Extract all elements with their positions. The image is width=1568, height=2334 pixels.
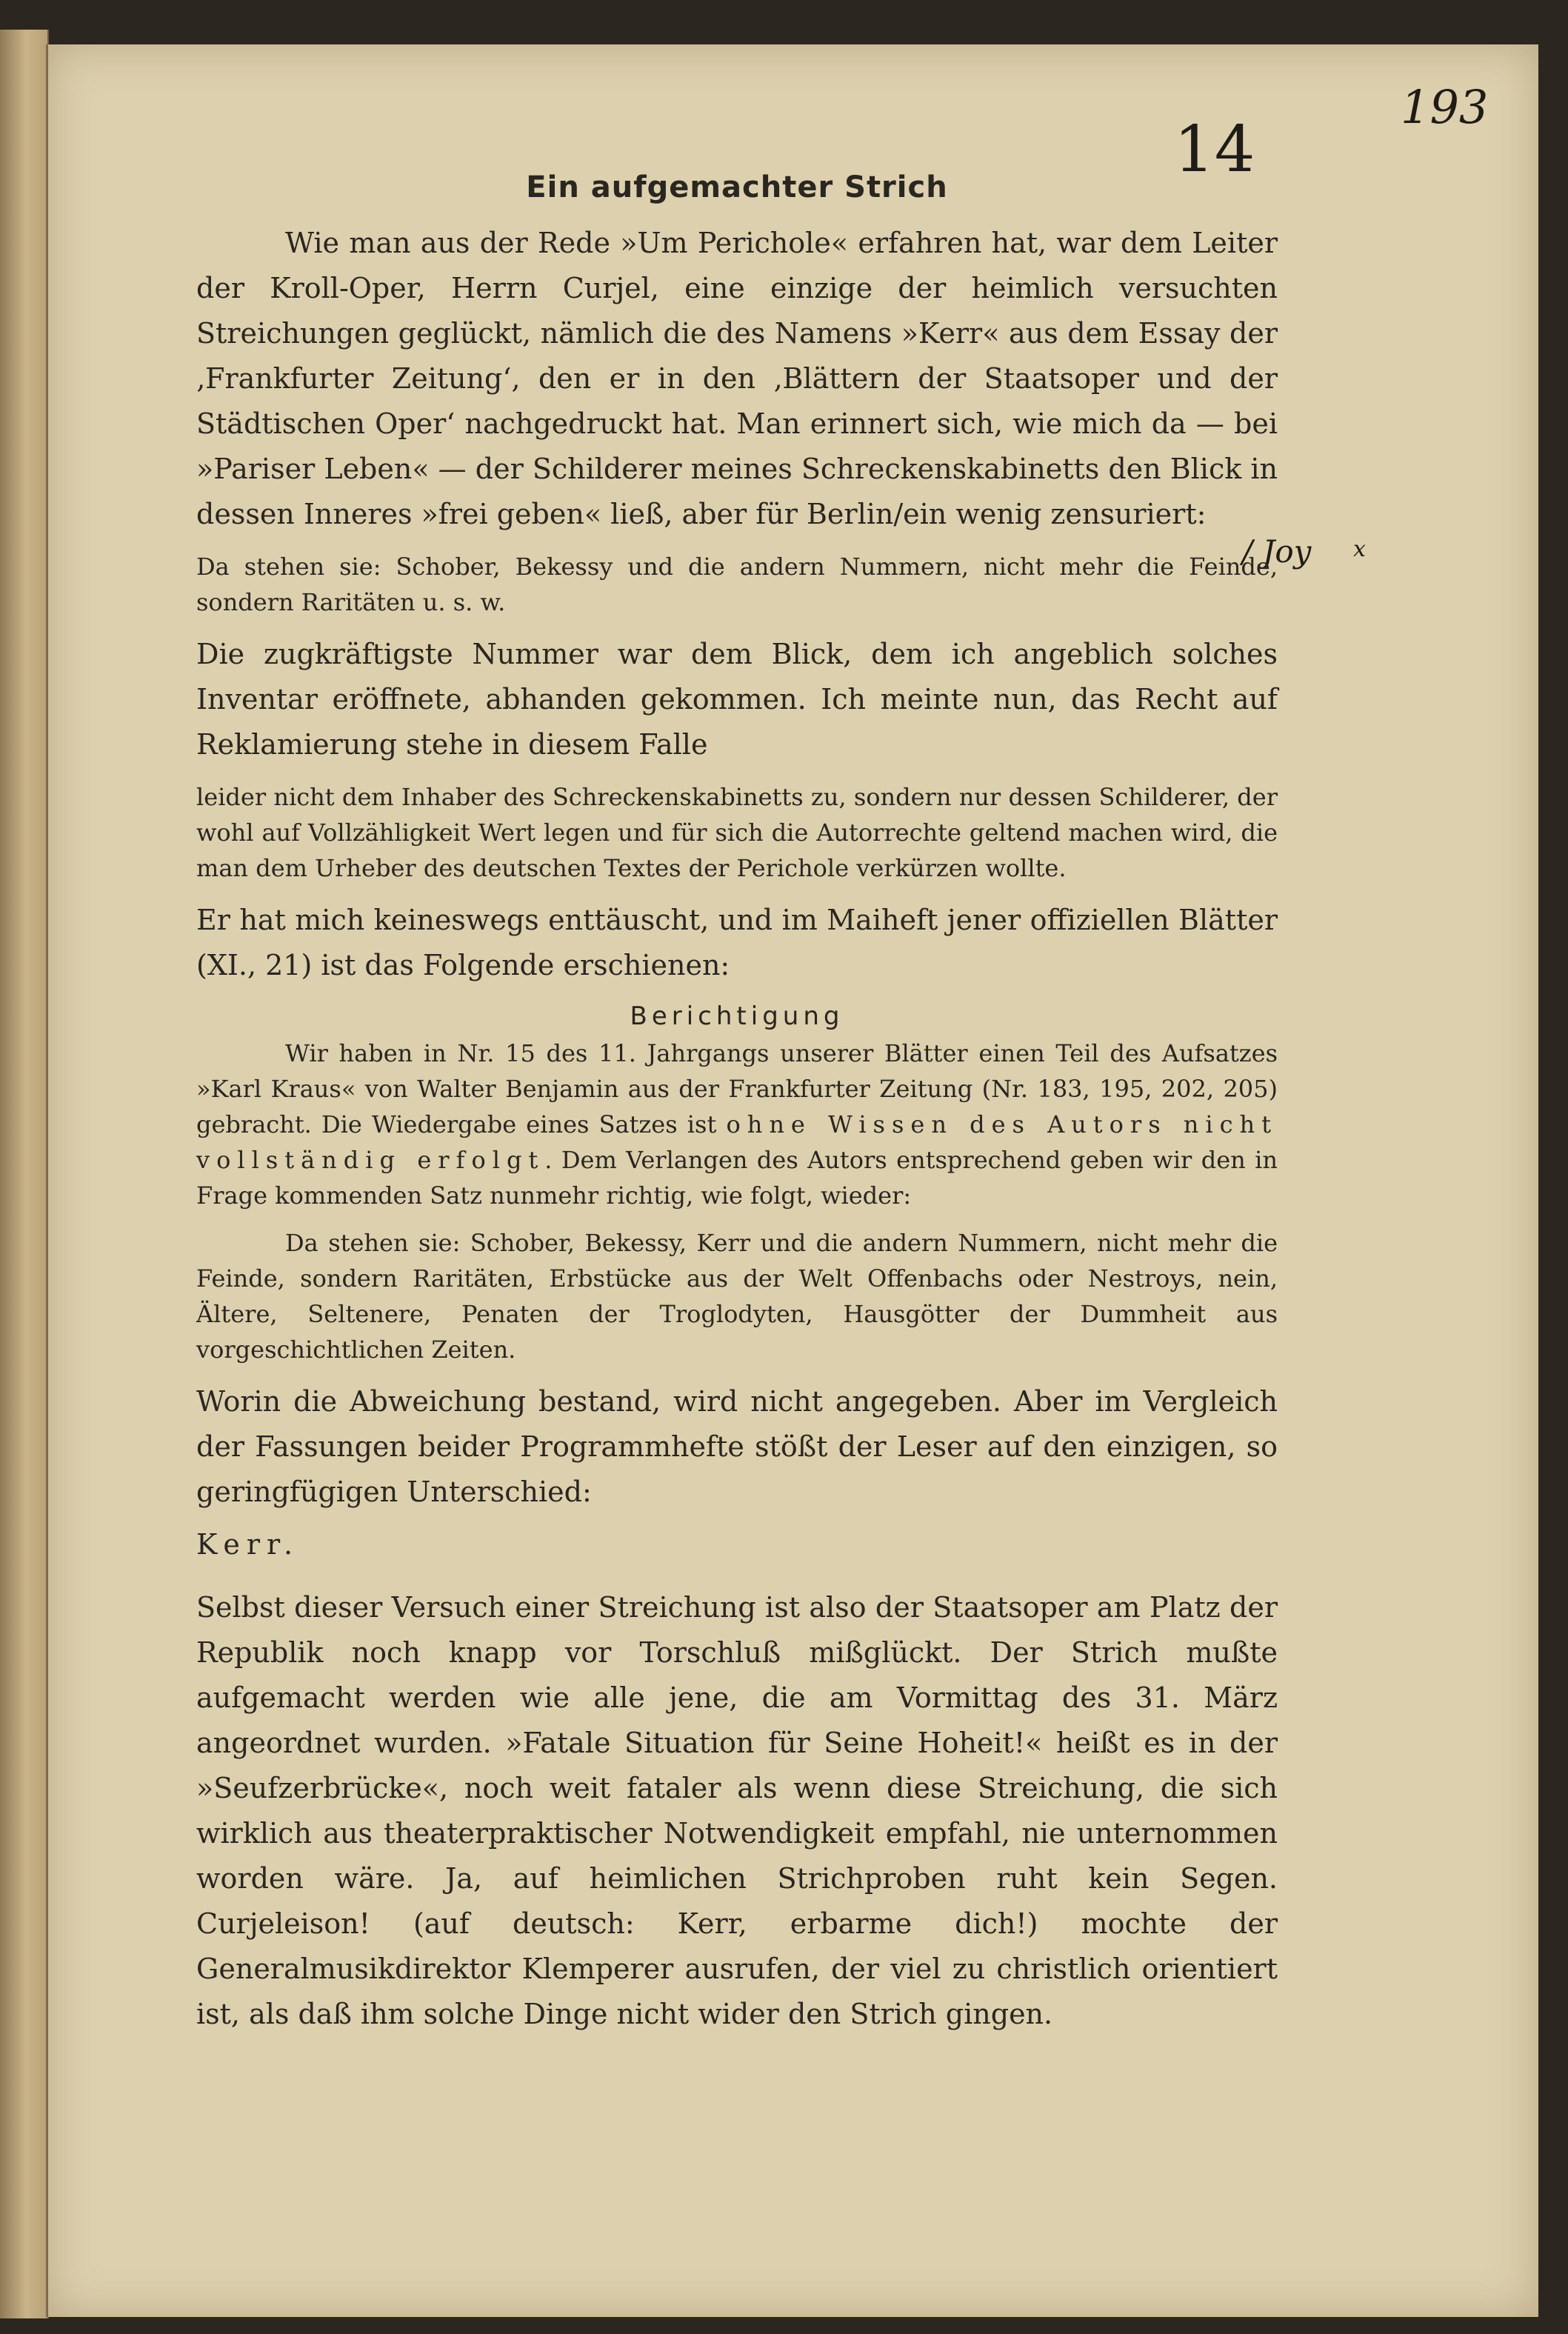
book-page <box>46 44 1538 2317</box>
margin-note: / Joy <box>1242 533 1312 570</box>
kerr-line: Kerr. <box>196 1528 300 1561</box>
notice-quote: Da stehen sie: Schober, Bekessy, Kerr und die andern Nummern, nicht mehr die Feinde, sondern Raritäten, Erbstücke aus der Welt Offenbachs oder Nestroys, nein, Ältere, Seltenere, Penaten der Troglodyten, Hausgötter der Dummheit aus vorgeschichtlichen Zeiten. <box>196 1229 1278 1364</box>
paragraph-5: Selbst dieser Versuch einer Streichung ist also der Staatsoper am Platz der Republik noch knapp vor Torschluß mißglückt. Der Strich mußte aufgemacht werden wie alle jene, die am Vormittag des 31. März angeordnet wurden. »Fatale Situation für Seine Hoheit!« heißt es in der »Seufzerbrücke«, noch weit fataler als wenn diese Streichung, die sich wirklich aus theaterpraktischer Notwendigkeit empfahl, nie unternommen worden wäre. Ja, auf heimlichen Strichproben ruht kein Segen. Curjeleison! (auf deutsch: Kerr, erbarme dich!) mochte der Generalmusikdirektor Klemperer ausrufen, der viel zu christlich orientiert ist, als daß ihm solche Dinge nicht wider den Strich gingen. <box>196 1591 1278 2030</box>
notice-text-2: . Dem Verlangen des Autors entsprechend geben wir den in Frage kommenden Satz nunmehr richtig, wie folgt, wieder: <box>196 1146 1278 1210</box>
margin-mark: x <box>1353 536 1366 562</box>
article-title: Ein aufgemachter Strich <box>526 170 948 204</box>
folio-mark: 14 <box>1174 113 1255 187</box>
paragraph-4: Worin die Abweichung bestand, wird nicht angegeben. Aber im Vergleich der Fassungen beider Programmhefte stößt der Leser auf den einzigen, so geringfügigen Unterschied: <box>196 1385 1278 1508</box>
correction-notice <box>196 1036 1278 1213</box>
paragraph-2: Die zugkräftigste Nummer war dem Blick, dem ich angeblich solches Inventar eröffnete, abhanden gekommen. Ich meinte nun, das Recht auf Reklamierung stehe in diesem Falle <box>196 638 1278 761</box>
paragraph-1: Wie man aus der Rede »Um Perichole« erfahren hat, war dem Leiter der Kroll-Oper, Herrn Curjel, eine einzige der heimlich versuchten Streichungen geglückt, nämlich die des Namens »Kerr« aus dem Essay der ‚Frankfurter Zeitung‘, den er in den ‚Blättern der Staatsoper und der Städtischen Oper‘ nachgedruckt hat. Man erinnert sich, wie mich da — bei »Pariser Leben« — der Schilderer meines Schreckenskabinetts den Blick in dessen Inneres »frei geben« ließ, aber für Berlin/ein wenig zensuriert: <box>196 227 1278 530</box>
article <box>196 170 1278 2037</box>
subheading-berichtigung: Berichtigung <box>630 1001 844 1031</box>
notice-spaced-text: ohne Wissen des Autors nicht vollständig erfolgt <box>196 1110 1278 1174</box>
page-number: 193 <box>1401 80 1489 134</box>
quote-1: Da stehen sie: Schober, Bekessy und die andern Nummern, nicht mehr die Feinde, sondern Raritäten u. s. w. <box>196 553 1278 616</box>
quote-2: leider nicht dem Inhaber des Schreckenskabinetts zu, sondern nur dessen Schilderer, der wohl auf Vollzähligkeit Wert legen und für sich die Autorrechte geltend machen wird, die man dem Urheber des deutschen Textes der Perichole verkürzen wollte. <box>196 783 1278 882</box>
paragraph-3: Er hat mich keineswegs enttäuscht, und im Maiheft jener offiziellen Blätter (XI., 21) ist das Folgende erschienen: <box>196 904 1278 981</box>
notice-text-1: Wir haben in Nr. 15 des 11. Jahrgangs unserer Blätter einen Teil des Aufsatzes »Karl Kraus« von Walter Benjamin aus der Frankfurter Zeitung (Nr. 183, 195, 202, 205) gebracht. Die Wiedergabe eines Satzes ist <box>196 1039 1278 1138</box>
book-spine <box>0 30 49 2318</box>
